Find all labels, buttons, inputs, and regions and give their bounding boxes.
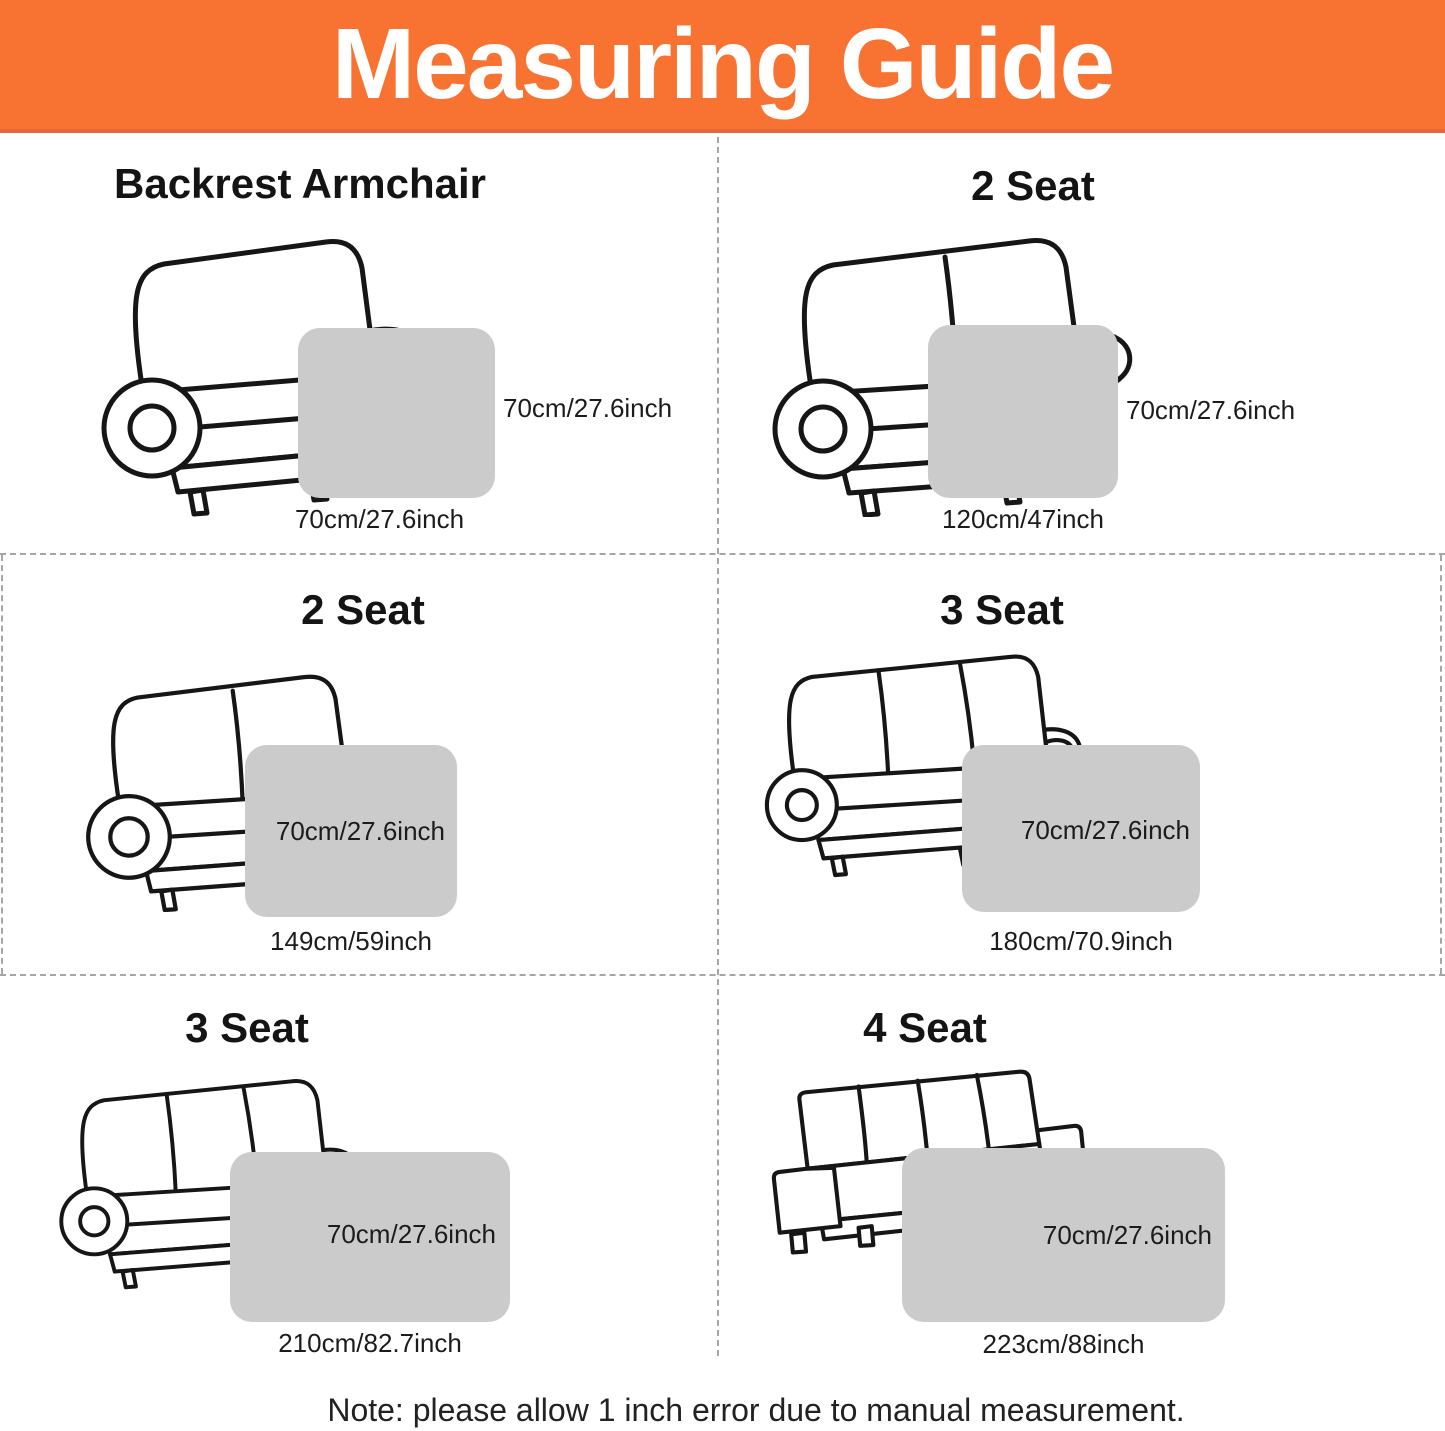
measure-area-overlay (928, 325, 1118, 498)
width-measurement-label: 149cm/59inch (270, 926, 432, 956)
width-measurement-label: 120cm/47inch (942, 504, 1104, 534)
divider-horizontal-2 (0, 974, 1445, 976)
divider-vertical-left-edge (1, 555, 3, 974)
divider-vertical-right-edge (1440, 555, 1442, 974)
section-title-backrest-armchair: Backrest Armchair (114, 160, 486, 207)
height-measurement-label: 70cm/27.6inch (1126, 395, 1296, 425)
width-measurement-label: 180cm/70.9inch (989, 926, 1173, 956)
divider-vertical-center (717, 137, 719, 1356)
height-measurement-label: 70cm/27.6inch (275, 816, 445, 846)
height-measurement-label: 70cm/27.6inch (326, 1219, 496, 1249)
section-title-3-seat-a: 3 Seat (940, 586, 1064, 633)
section-title-2-seat-a: 2 Seat (971, 162, 1095, 209)
width-measurement-label: 70cm/27.6inch (294, 504, 465, 534)
section-title-3-seat-b: 3 Seat (185, 1004, 309, 1051)
section-title-4-seat: 4 Seat (863, 1004, 987, 1051)
note-text: Note: please allow 1 inch error due to manual measurement. (327, 1392, 1185, 1428)
divider-horizontal-1 (0, 553, 1445, 555)
page-title: Measuring Guide (331, 8, 1114, 120)
header-banner (0, 0, 1445, 133)
width-measurement-label: 210cm/82.7inch (278, 1328, 462, 1358)
height-measurement-label: 70cm/27.6inch (1042, 1220, 1212, 1250)
width-measurement-label: 223cm/88inch (982, 1329, 1145, 1359)
height-measurement-label: 70cm/27.6inch (1020, 815, 1190, 845)
height-measurement-label: 70cm/27.6inch (503, 393, 673, 423)
measure-area-overlay (298, 328, 495, 498)
section-title-2-seat-b: 2 Seat (301, 586, 425, 633)
